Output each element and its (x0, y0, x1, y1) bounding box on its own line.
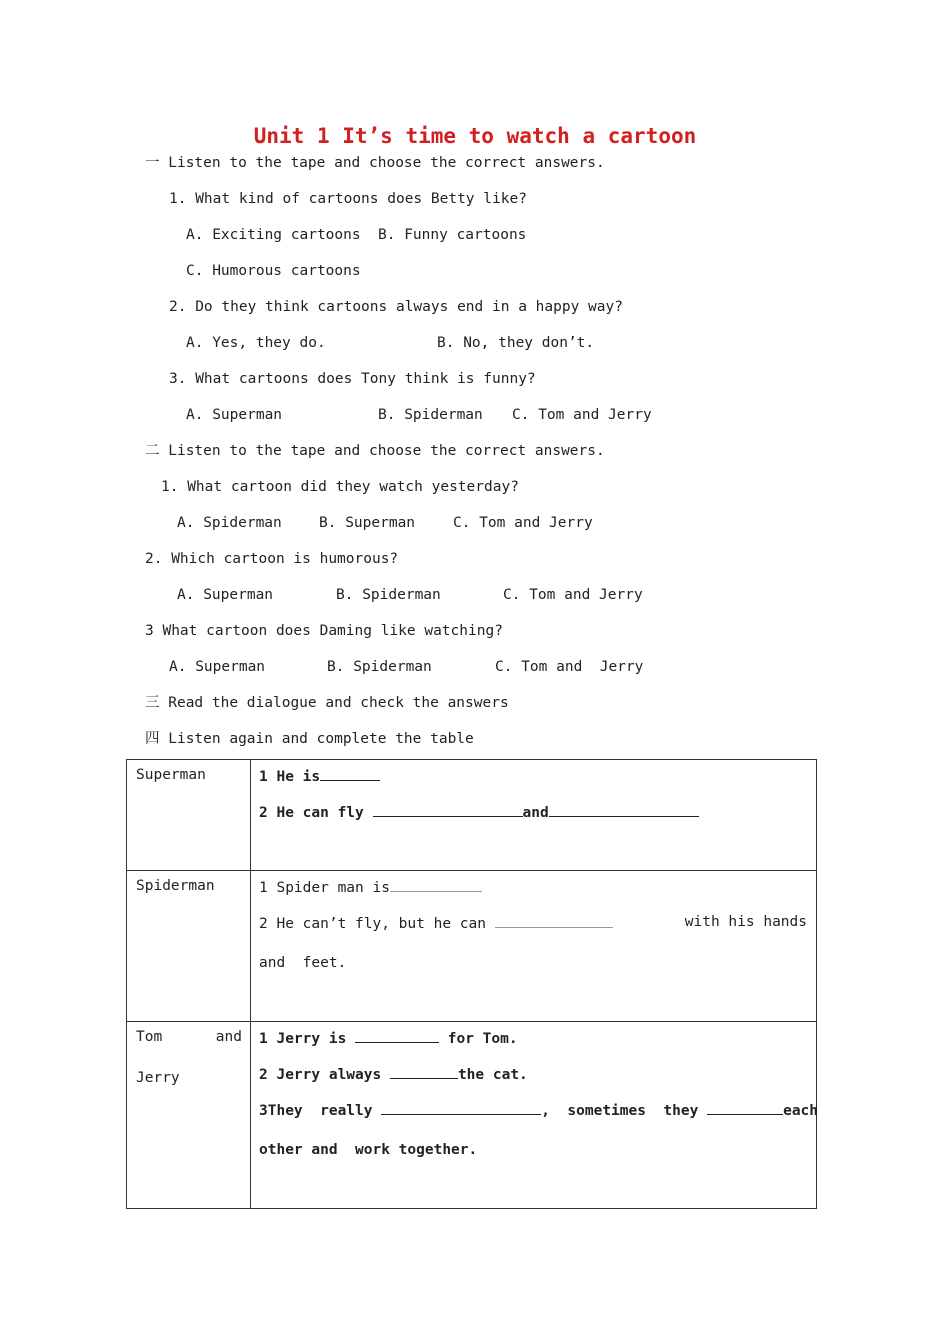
s2-q1-option-a: A. Spiderman (177, 515, 282, 531)
s2-question-1: 1. What cartoon did they watch yesterday? (161, 479, 519, 495)
row-label-tom: Tom (136, 1029, 163, 1045)
blank-superman-fly-1[interactable] (373, 802, 523, 817)
row-label-and: and (215, 1029, 242, 1045)
content-cell-spiderman (251, 871, 817, 1022)
s1-question-3: 3. What cartoons does Tony think is funny? (169, 371, 536, 387)
superman-line-2-and: and (522, 805, 549, 821)
blank-sometimes-they[interactable] (707, 1100, 783, 1115)
blank-superman-fly-2[interactable] (549, 802, 699, 817)
s2-q2-option-b: B. Spiderman (336, 587, 441, 603)
spiderman-line-1 (259, 877, 482, 897)
s2-question-2: 2. Which cartoon is humorous? (145, 551, 399, 567)
superman-line-2-text: 2 He can fly (259, 805, 373, 821)
blank-spiderman-can[interactable] (495, 913, 613, 928)
table-row-tom-and-jerry (127, 1022, 817, 1209)
table-row-spiderman (127, 871, 817, 1022)
s2-question-3: 3 What cartoon does Daming like watching? (145, 623, 503, 639)
content-cell-tom-and-jerry (251, 1022, 817, 1209)
tomjerry-line-2 (259, 1064, 528, 1084)
s1-q2-option-b: B. No, they don’t. (437, 335, 595, 351)
spiderman-line-2-text: 2 He can’t fly, but he can (259, 916, 495, 932)
row-label-superman: Superman (136, 767, 206, 783)
s1-q2-option-a: A. Yes, they do. (186, 335, 326, 351)
s2-q3-option-a: A. Superman (169, 659, 266, 675)
s2-q2-option-a: A. Superman (177, 587, 274, 603)
section-3-heading: 三 Read the dialogue and check the answers (145, 695, 509, 711)
tomjerry-line-4: other and work together. (259, 1142, 478, 1158)
label-cell-superman (127, 760, 251, 871)
s2-q3-option-b: B. Spiderman (327, 659, 432, 675)
superman-line-1 (259, 766, 380, 786)
spiderman-line-2-end: with his hands (684, 914, 807, 930)
s2-q1-option-b: B. Superman (319, 515, 416, 531)
section-4-heading: 四 Listen again and complete the table (145, 731, 474, 747)
blank-spiderman-is[interactable] (390, 877, 482, 892)
s1-q1-option-a: A. Exciting cartoons (186, 227, 361, 243)
blank-superman-is[interactable] (320, 766, 380, 781)
cartoon-table (126, 759, 817, 1209)
tomjerry-line-3-end: each (783, 1103, 819, 1119)
content-cell-superman (251, 760, 817, 871)
tomjerry-line-2-text: 2 Jerry always (259, 1067, 390, 1083)
spiderman-line-2 (259, 913, 807, 933)
tomjerry-line-3 (259, 1100, 819, 1120)
section-1-heading: 一 Listen to the tape and choose the correct answers. (145, 155, 605, 171)
section-2-heading: 二 Listen to the tape and choose the correct answers. (145, 443, 605, 459)
blank-jerry-is[interactable] (355, 1028, 439, 1043)
row-label-spiderman: Spiderman (136, 878, 215, 894)
tomjerry-line-1 (259, 1028, 518, 1048)
s1-q1-option-b: B. Funny cartoons (378, 227, 527, 243)
s1-q3-option-c: C. Tom and Jerry (512, 407, 652, 423)
spiderman-line-1-text: 1 Spider man is (259, 880, 390, 896)
tomjerry-line-1-end: for Tom. (439, 1031, 518, 1047)
page-title: Unit 1 It’s time to watch a cartoon (253, 124, 697, 148)
s2-q1-option-c: C. Tom and Jerry (453, 515, 593, 531)
blank-jerry-always[interactable] (390, 1064, 458, 1079)
s2-q2-option-c: C. Tom and Jerry (503, 587, 643, 603)
s1-q1-option-c: C. Humorous cartoons (186, 263, 361, 279)
s1-question-2: 2. Do they think cartoons always end in a happy way? (169, 299, 623, 315)
table-row-superman (127, 760, 817, 871)
tomjerry-line-1-text: 1 Jerry is (259, 1031, 356, 1047)
s1-question-1: 1. What kind of cartoons does Betty like? (169, 191, 527, 207)
label-cell-tom-and-jerry (127, 1022, 251, 1209)
blank-they-really[interactable] (381, 1100, 541, 1115)
tomjerry-line-2-end: the cat. (457, 1067, 528, 1083)
superman-line-2 (259, 802, 699, 822)
row-label-jerry: Jerry (136, 1070, 180, 1086)
s1-q3-option-a: A. Superman (186, 407, 283, 423)
superman-line-1-text: 1 He is (259, 769, 321, 785)
s2-q3-option-c: C. Tom and Jerry (495, 659, 644, 675)
s1-q3-option-b: B. Spiderman (378, 407, 483, 423)
spiderman-line-3: and feet. (259, 955, 347, 971)
label-cell-spiderman (127, 871, 251, 1022)
tomjerry-line-3-text: 3They really (259, 1103, 382, 1119)
tomjerry-line-3-mid: , sometimes they (541, 1103, 708, 1119)
